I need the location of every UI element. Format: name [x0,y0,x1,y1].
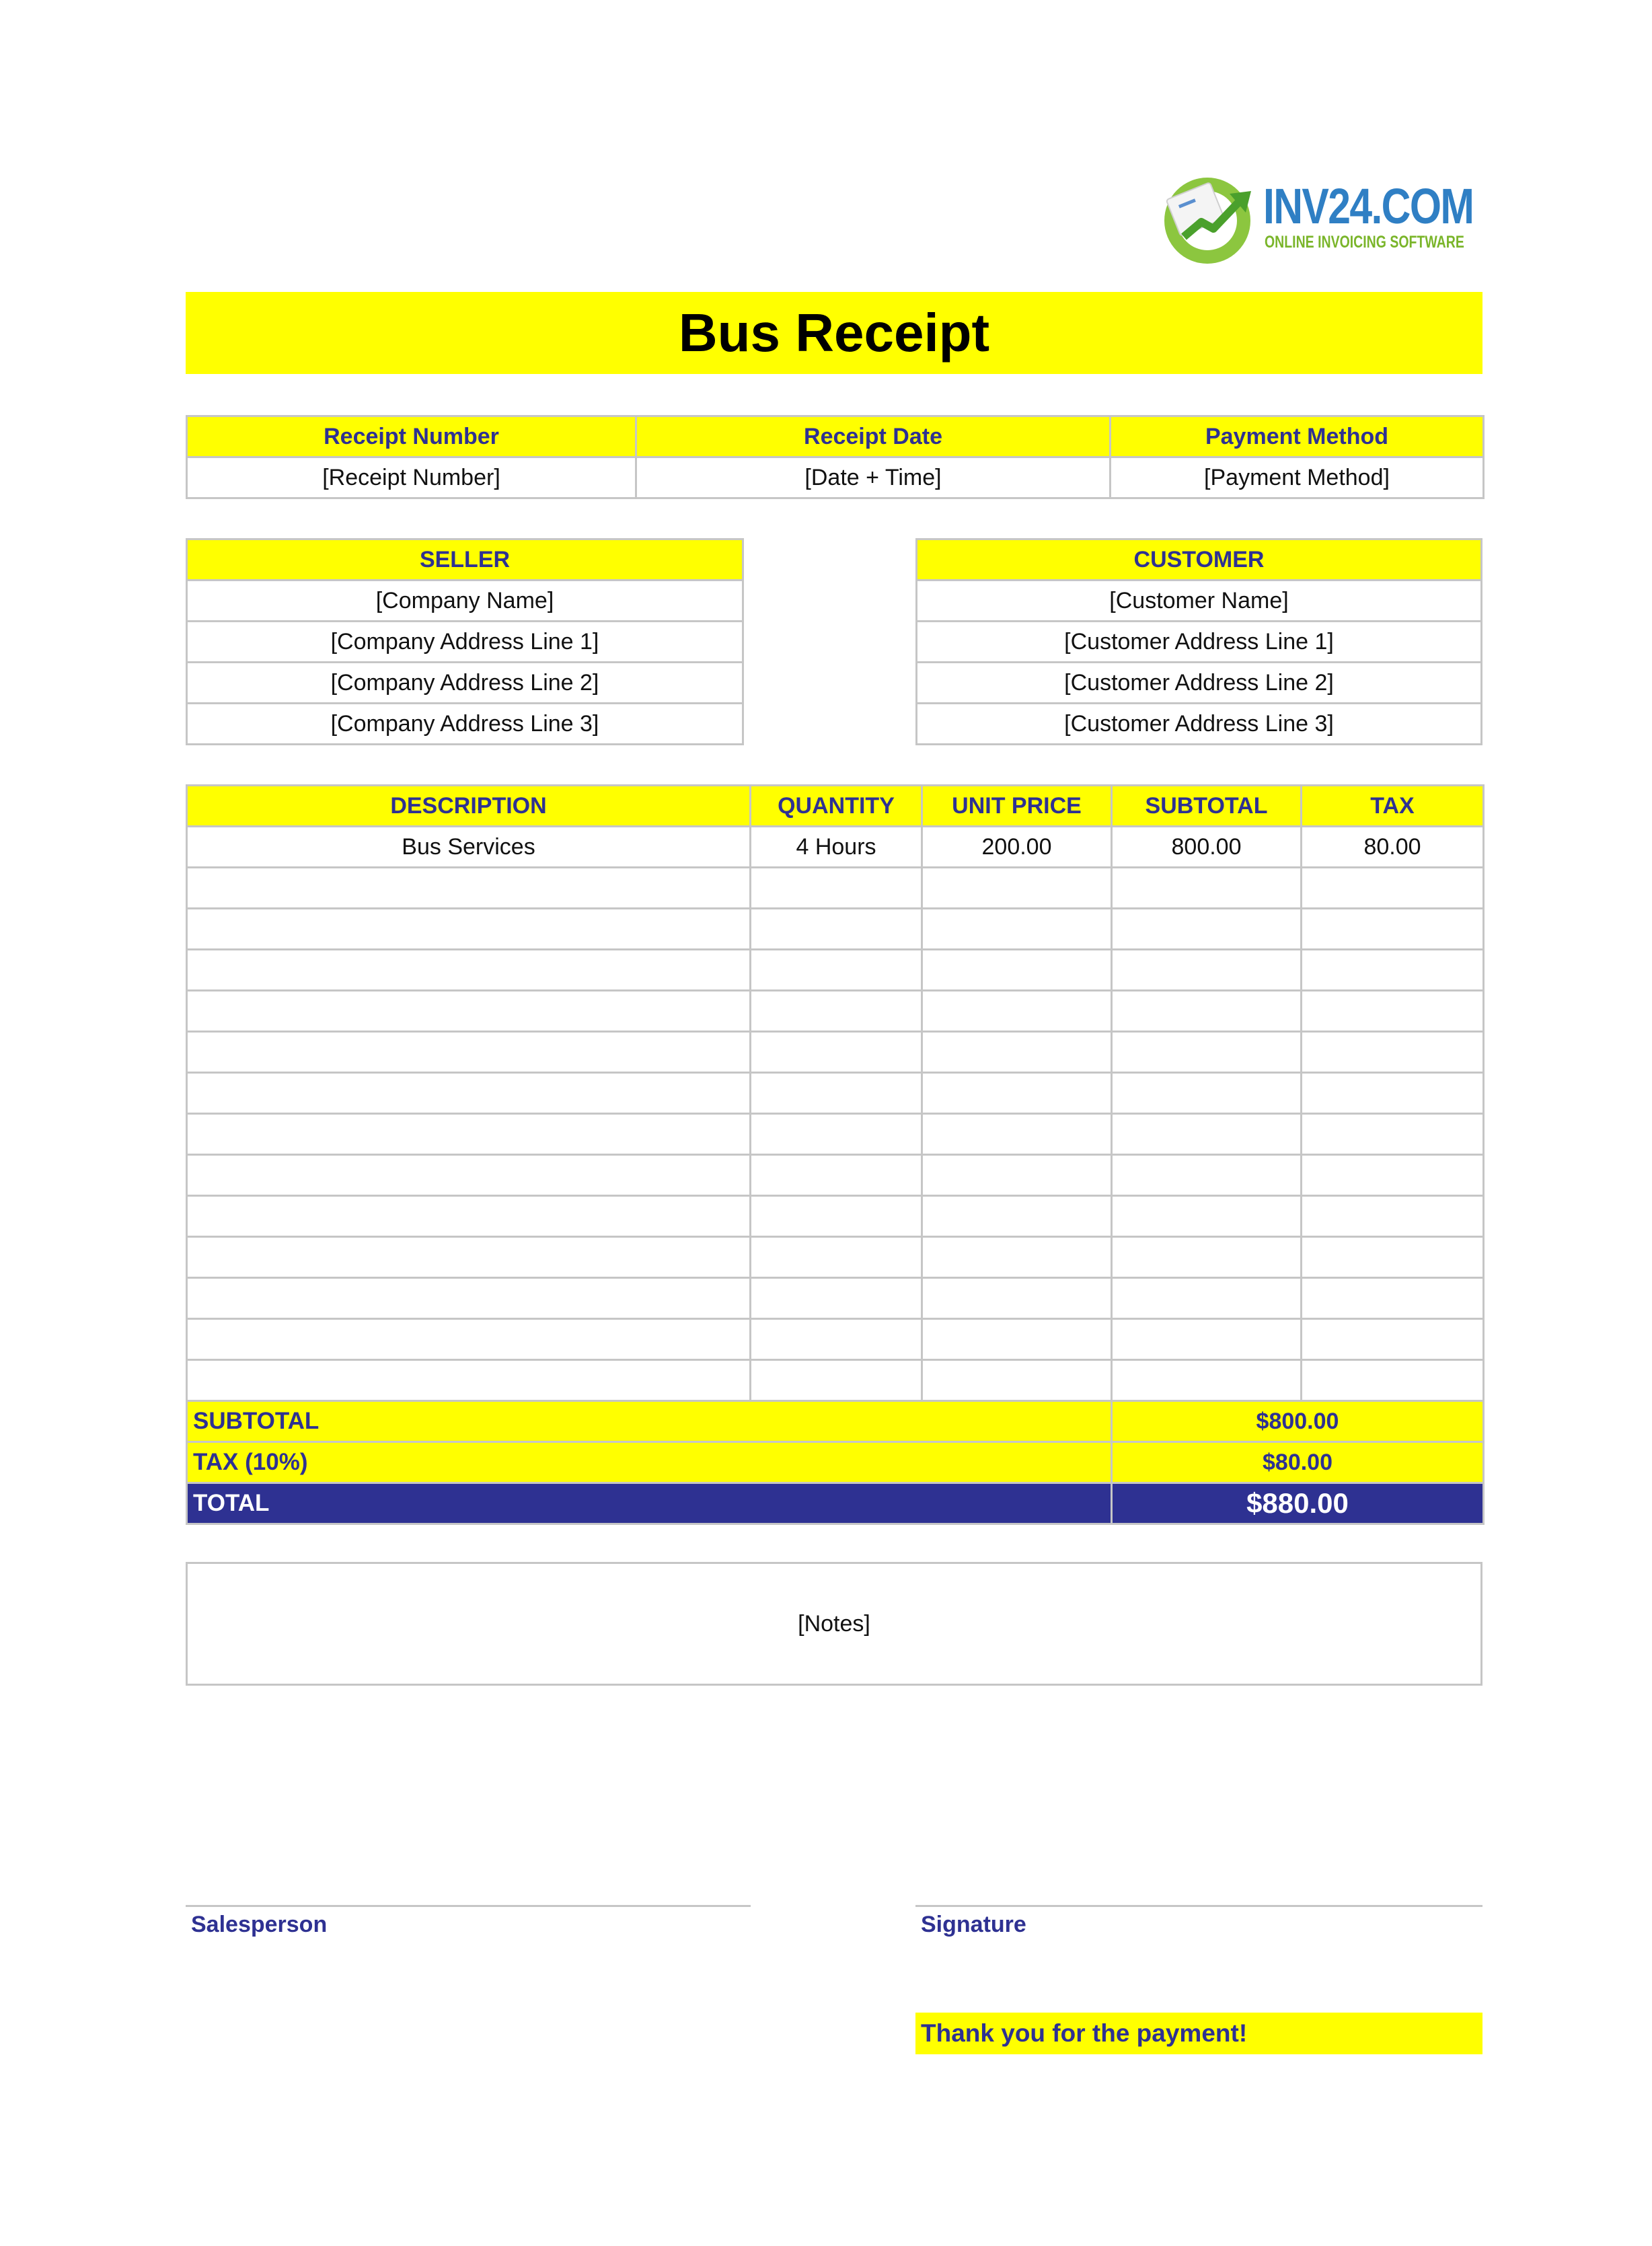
quantity-cell[interactable] [751,1073,922,1114]
description-cell[interactable] [187,950,751,991]
subtotal-cell[interactable] [1112,950,1302,991]
seller-table [186,538,744,745]
description-cell[interactable] [187,1196,751,1237]
tax-cell[interactable] [1302,909,1484,950]
unit-price-cell[interactable] [922,1278,1112,1319]
thank-you-banner: Thank you for the payment! [915,2013,1482,2054]
table-row [187,1114,1484,1155]
table-row [187,909,1484,950]
unit-price-cell[interactable] [922,1237,1112,1278]
tax-cell[interactable] [1302,1073,1484,1114]
table-row [187,1237,1484,1278]
tax-column-header: TAX [1302,786,1484,827]
tax-cell[interactable] [1302,950,1484,991]
quantity-cell[interactable] [751,1196,922,1237]
payment-method-header: Payment Method [1111,416,1484,457]
subtotal-cell[interactable] [1112,1114,1302,1155]
description-cell[interactable]: Bus Services [187,827,751,868]
table-row [187,991,1484,1032]
quantity-cell[interactable] [751,1114,922,1155]
quantity-cell[interactable] [751,1360,922,1401]
table-row [187,1360,1484,1401]
quantity-cell[interactable] [751,1319,922,1360]
tax-cell[interactable] [1302,991,1484,1032]
customer-address-line-3[interactable]: [Customer Address Line 3] [917,704,1482,745]
quantity-cell[interactable] [751,868,922,909]
tax-value: $80.00 [1112,1442,1484,1483]
seller-address-line-1[interactable]: [Company Address Line 1] [187,622,743,663]
tax-cell[interactable] [1302,1237,1484,1278]
tax-row [187,1442,1484,1483]
table-row [187,1196,1484,1237]
receipt-date-field[interactable]: [Date + Time] [636,457,1111,498]
logo-brand-text: INV24.COM [1263,178,1474,234]
signature-label: Signature [921,1912,1026,1937]
unit-price-cell[interactable] [922,909,1112,950]
quantity-cell[interactable] [751,1278,922,1319]
description-cell[interactable] [187,1360,751,1401]
description-cell[interactable] [187,1319,751,1360]
subtotal-label: SUBTOTAL [187,1401,1112,1442]
seller-heading: SELLER [187,539,743,581]
unit-price-cell[interactable] [922,1032,1112,1073]
unit-price-cell[interactable] [922,1155,1112,1196]
unit-price-cell[interactable] [922,1319,1112,1360]
description-column-header: DESCRIPTION [187,786,751,827]
description-cell[interactable] [187,868,751,909]
subtotal-cell[interactable] [1112,1319,1302,1360]
customer-table [915,538,1482,745]
description-cell[interactable] [187,1114,751,1155]
table-row [187,1155,1484,1196]
quantity-cell[interactable] [751,1155,922,1196]
table-row [187,827,1484,868]
payment-method-field[interactable]: [Payment Method] [1111,457,1484,498]
total-label: TOTAL [187,1483,1112,1524]
subtotal-cell[interactable] [1112,909,1302,950]
customer-address-line-1[interactable]: [Customer Address Line 1] [917,622,1482,663]
unit-price-cell[interactable] [922,950,1112,991]
table-row [187,1319,1484,1360]
unit-price-cell[interactable] [922,1360,1112,1401]
logo-invoice-icon [1157,167,1258,268]
total-row [187,1483,1484,1524]
seller-company-name[interactable]: [Company Name] [187,581,743,622]
quantity-cell[interactable]: 4 Hours [751,827,922,868]
subtotal-cell[interactable] [1112,1196,1302,1237]
unit-price-cell[interactable] [922,1114,1112,1155]
signature-line [915,1905,1482,1907]
tax-label: TAX (10%) [187,1442,1112,1483]
description-cell[interactable] [187,991,751,1032]
tax-cell[interactable] [1302,1278,1484,1319]
subtotal-cell[interactable] [1112,1237,1302,1278]
subtotal-cell[interactable] [1112,1073,1302,1114]
tax-cell[interactable] [1302,1032,1484,1073]
table-row [187,1278,1484,1319]
tax-cell[interactable] [1302,1319,1484,1360]
unit-price-cell[interactable] [922,868,1112,909]
subtotal-column-header: SUBTOTAL [1112,786,1302,827]
description-cell[interactable] [187,1155,751,1196]
seller-address-line-2[interactable]: [Company Address Line 2] [187,663,743,704]
total-value: $880.00 [1112,1483,1484,1524]
description-cell[interactable] [187,1237,751,1278]
customer-address-line-2[interactable]: [Customer Address Line 2] [917,663,1482,704]
unit-price-cell[interactable] [922,1073,1112,1114]
subtotal-cell[interactable]: 800.00 [1112,827,1302,868]
table-row [187,1073,1484,1114]
quantity-cell[interactable] [751,1032,922,1073]
quantity-cell[interactable] [751,909,922,950]
customer-name[interactable]: [Customer Name] [917,581,1482,622]
tax-cell[interactable]: 80.00 [1302,827,1484,868]
subtotal-cell[interactable] [1112,1360,1302,1401]
salesperson-signature-line [186,1905,751,1907]
unit-price-column-header: UNIT PRICE [922,786,1112,827]
page-title: Bus Receipt [186,292,1482,374]
receipt-meta-table [186,415,1485,499]
description-cell[interactable] [187,1073,751,1114]
subtotal-cell[interactable] [1112,1278,1302,1319]
tax-cell[interactable] [1302,1155,1484,1196]
subtotal-value: $800.00 [1112,1401,1484,1442]
quantity-cell[interactable] [751,950,922,991]
receipt-date-header: Receipt Date [636,416,1111,457]
salesperson-label: Salesperson [191,1912,328,1937]
tax-cell[interactable] [1302,1196,1484,1237]
receipt-number-field[interactable]: [Receipt Number] [187,457,636,498]
quantity-cell[interactable] [751,991,922,1032]
tax-cell[interactable] [1302,1360,1484,1401]
description-cell[interactable] [187,909,751,950]
seller-address-line-3[interactable]: [Company Address Line 3] [187,704,743,745]
subtotal-cell[interactable] [1112,1155,1302,1196]
unit-price-cell[interactable] [922,1196,1112,1237]
receipt-number-header: Receipt Number [187,416,636,457]
logo-tagline: ONLINE INVOICING SOFTWARE [1265,233,1464,252]
table-row [187,868,1484,909]
notes-field[interactable]: [Notes] [186,1562,1482,1686]
subtotal-cell[interactable] [1112,1032,1302,1073]
tax-cell[interactable] [1302,1114,1484,1155]
unit-price-cell[interactable]: 200.00 [922,827,1112,868]
description-cell[interactable] [187,1278,751,1319]
items-table [186,784,1485,1525]
subtotal-row [187,1401,1484,1442]
table-row [187,950,1484,991]
subtotal-cell[interactable] [1112,868,1302,909]
quantity-column-header: QUANTITY [751,786,922,827]
table-row [187,1032,1484,1073]
company-logo [1157,167,1474,268]
description-cell[interactable] [187,1032,751,1073]
quantity-cell[interactable] [751,1237,922,1278]
subtotal-cell[interactable] [1112,991,1302,1032]
tax-cell[interactable] [1302,868,1484,909]
unit-price-cell[interactable] [922,991,1112,1032]
customer-heading: CUSTOMER [917,539,1482,581]
